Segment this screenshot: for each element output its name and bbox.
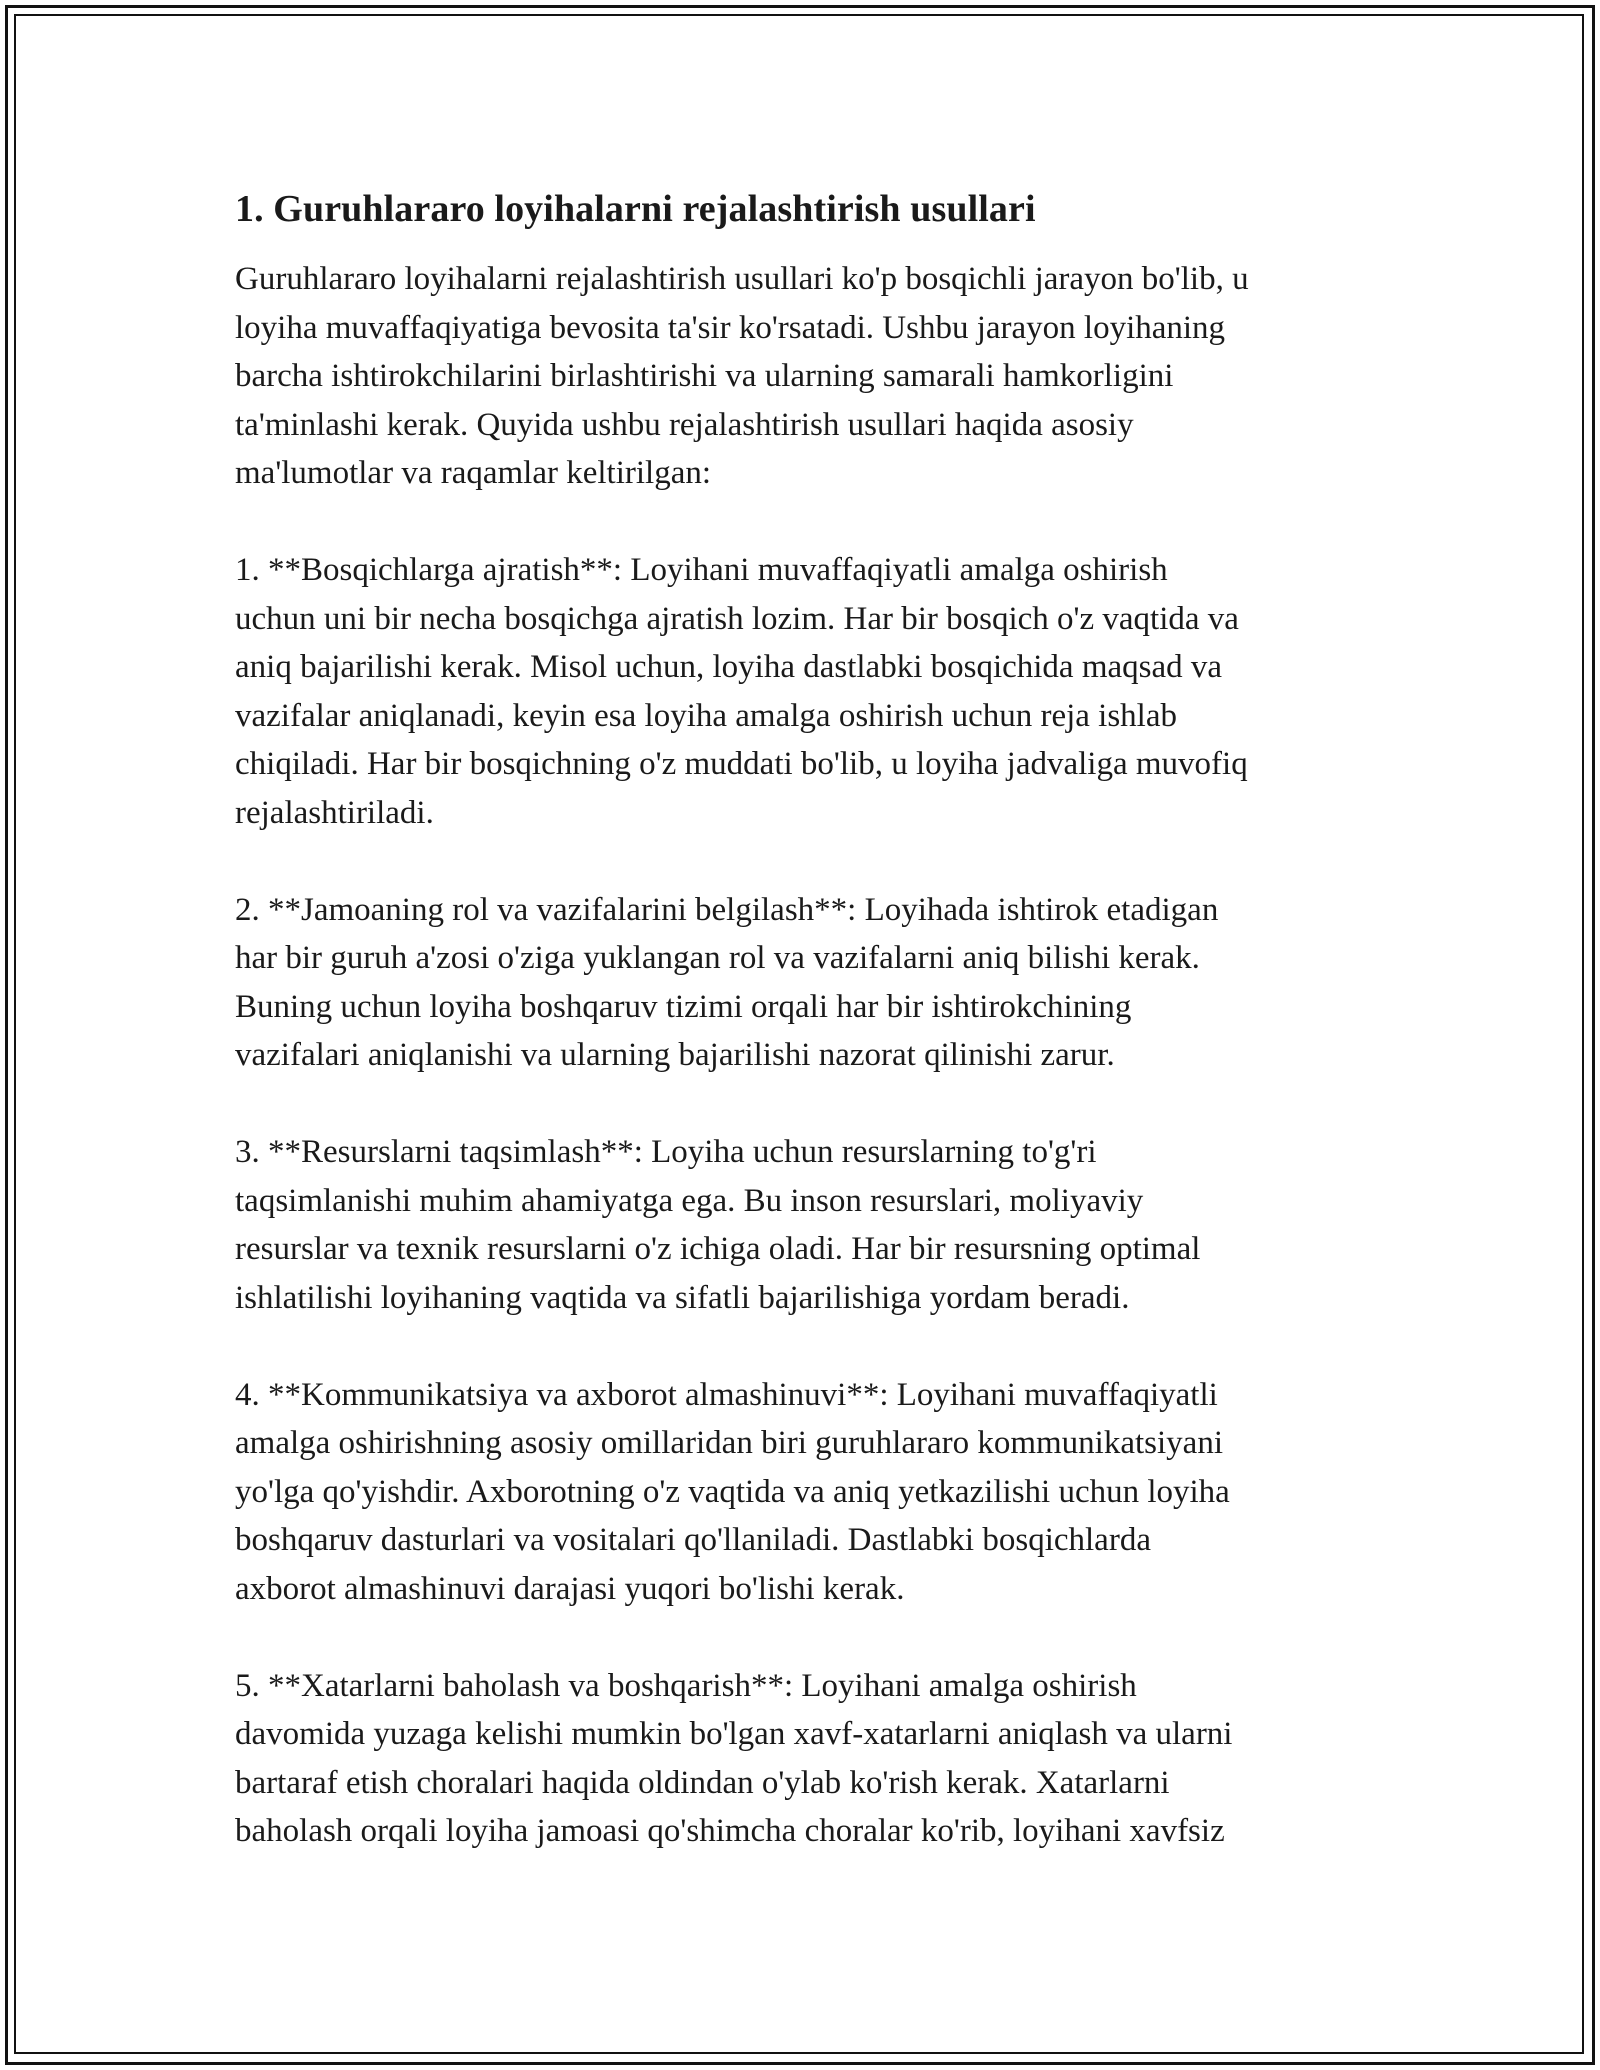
paragraph-item-2: 2. **Jamoaning rol va vazifalarini belgilash**: Loyihada ishtirok etadigan har bir guruh a'zosi o'ziga yuklangan rol va vazifalarni aniq bilishi kerak. Buning uchun loyiha boshqaruv tizimi orqali har bir ishtirokchining vazifalari aniqlanishi va ularning bajarilishi nazorat qilinishi zarur. bbox=[235, 891, 1219, 1073]
paragraph-item-3: 3. **Resurslarni taqsimlash**: Loyiha uchun resurslarning to'g'ri taqsimlanishi muhim ahamiyatga ega. Bu inson resurslari, moliyaviy resurslar va texnik resurslarni o'z ichiga oladi. Har bir resursning optimal ishlatilishi loyihaning vaqtida va sifatli bajarilishiga yordam beradi. bbox=[235, 1134, 1201, 1316]
paragraph-item-4: 4. **Kommunikatsiya va axborot almashinuvi**: Loyihani muvaffaqiyatli amalga oshirishning asosiy omillaridan biri guruhlararo kommunikatsiyani yo'lga qo'yishdir. Axborotning o'z vaqtida va aniq yetkazilishi uchun loyiha boshqaruv dasturlari va vositalari qo'llaniladi. Dastlabki bosqichlarda axborot almashinuvi darajasi yuqori bo'lishi kerak. bbox=[235, 1376, 1230, 1607]
paragraph-item-5: 5. **Xatarlarni baholash va boshqarish**: Loyihani amalga oshirish davomida yuzaga kelishi mumkin bo'lgan xavf-xatarlarni aniqlash va ularni bartaraf etish choralari haqida oldindan o'ylab ko'rish kerak. Xatarlarni baholash orqali loyiha jamoasi qo'shimcha choralar ko'rib, loyihani xavfsiz bbox=[235, 1667, 1233, 1849]
paragraph-intro: Guruhlararo loyihalarni rejalashtirish usullari ko'p bosqichli jarayon bo'lib, u loyiha muvaffaqiyatiga bevosita ta'sir ko'rsatadi. Ushbu jarayon loyihaning barcha ishtirokchilarini birlashtirishi va ularning samarali hamkorligini ta'minlashi kerak. Quyida ushbu rejalashtirish usullari haqida asosiy ma'lumotlar va raqamlar keltirilgan: bbox=[235, 261, 1249, 491]
document-title: 1. Guruhlararo loyihalarni rejalashtirish usullari bbox=[235, 188, 1036, 230]
document-body bbox=[235, 185, 1365, 1904]
paragraph-item-1: 1. **Bosqichlarga ajratish**: Loyihani muvaffaqiyatli amalga oshirish uchun uni bir necha bosqichga ajratish lozim. Har bir bosqich o'z vaqtida va aniq bajarilishi kerak. Misol uchun, loyiha dastlabki bosqichida maqsad va vazifalar aniqlanadi, keyin esa loyiha amalga oshirish uchun reja ishlab chiqiladi. Har bir bosqichning o'z muddati bo'lib, u loyiha jadvaliga muvofiq rejalashtiriladi. bbox=[235, 552, 1248, 831]
